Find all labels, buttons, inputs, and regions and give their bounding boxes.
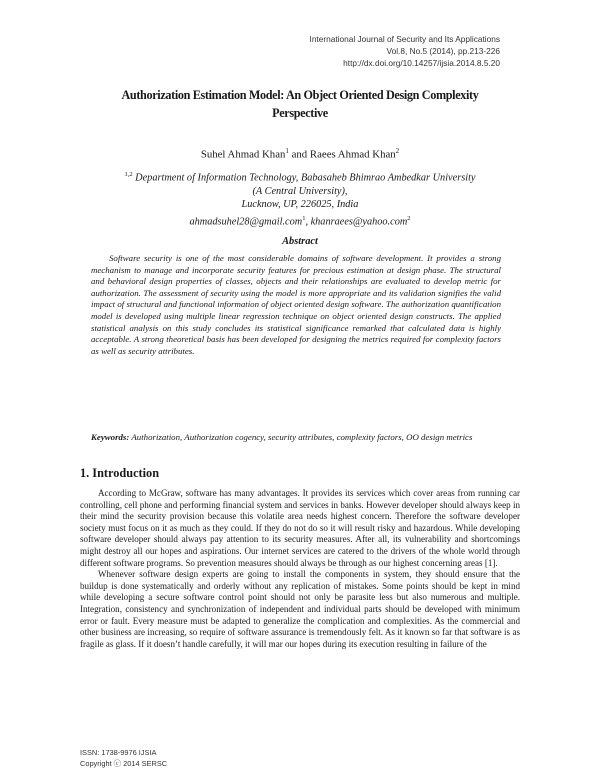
email-2-sup: 2 [407,214,411,222]
section-1-body [80,488,520,650]
affiliation [80,168,520,229]
section-1-heading: 1. Introduction [80,466,160,480]
page-footer [80,748,380,769]
title-line-1: Authorization Estimation Model: An Object Oriented Design Complexity [121,88,479,102]
email-1-link[interactable]: ahmadsuhel28@gmail.com [189,216,303,228]
journal-doi-link[interactable]: http://dx.doi.org/10.14257/ijsia.2014.8.5.20 [343,58,500,68]
abstract-text: Software security is one of the most considerable domains of software development. It provides a strong mechanism to manage and incorporate security features for precious estimation at design phase. The structural and behavioral design properties of classes, objects and their relationships are evaluated to develop metric for authorization. The assessment of security using the model is more appropriate and its validation signifies the valid impact of structural and functional information of object oriented design software. The authorization quantification model is developed using multiple linear regression technique on object oriented design constructs. The applied statistical analysis on this study concludes its statistical significance remarked that calculated data is highly acceptable. A strong theoretical basis has been developed for designing the metrics required for complexity factors as well as security attributes. [91,253,501,356]
author-1-name: Suhel Ahmad Khan [200,148,286,161]
title-line-2: Perspective [272,106,328,120]
email-separator: , [305,216,311,228]
affiliation-emails [80,212,520,229]
email-1-sup: 1 [302,214,306,222]
email-2-link[interactable]: khanraees@yahoo.com [310,216,408,228]
author-list [80,147,520,161]
author-2-name: Raees Ahmad Khan [309,148,396,161]
footer-copyright: Copyright ⓒ 2014 SERSC [80,758,168,768]
paragraph: According to McGraw, software has many advantages. It provides its services which cover areas from running car controlling, cell phone and performing financial system and services in banks. However developer should always keep in their mind the security provision because this volatile area needs highest concern. Therefore the software developer society must focus on it as much as they could. If they do not do so it will result risky and hazardous. While developing software developer should always pay attention to its security measures. After all, its vulnerability and shortcomings might destroy all our hopes and aspirations. Our internet services are catered to the drivers of the whole world through different software programs. So prevention measures should always be through as our highest concerning areas [1]. [80,488,520,568]
keywords [91,432,501,444]
journal-name: International Journal of Security and Its Applications [309,34,500,44]
affiliation-dept-line [80,168,520,185]
paper-title [80,86,520,122]
affiliation-sup: 1,2 [124,171,133,178]
journal-header [200,33,500,69]
affiliation-univ: (A Central University), [252,185,348,197]
abstract-heading: Abstract [282,236,318,247]
keywords-text: Authorization, Authorization cogency, security attributes, complexity factors, OO design metrics [129,432,473,442]
paragraph: Whenever software design experts are going to install the components in system, they should ensure that the buildup is done systematically and orderly without any replication of mistakes. Some points should be kept in mind while developing a secure software control point should not only be parasite less but also numerous and multiple. Integration, consistency and synchronization of independent and individual parts should be developed with minimum error or fault. Every measure must be adapted to generalize the complication and complexities. As the commercial and other business are increasing, so require of software assurance is tremendously felt. As it known so far that software is as fragile as glass. If it doesn’t handle carefully, it will mar our hopes during its execution resulting in failure of the [80,569,520,649]
author-2-sup: 2 [395,147,400,155]
author-joiner: and [288,148,310,161]
author-1-sup: 1 [285,147,289,155]
journal-volume: Vol.8, No.5 (2014), pp.213-226 [386,46,500,56]
footer-issn: ISSN: 1738-9976 IJSIA [80,748,157,757]
affiliation-city: Lucknow, UP, 226025, India [241,199,359,211]
affiliation-dept: Department of Information Technology, Babasaheb Bhimrao Ambedkar University [132,172,476,184]
keywords-label: Keywords: [91,432,130,442]
